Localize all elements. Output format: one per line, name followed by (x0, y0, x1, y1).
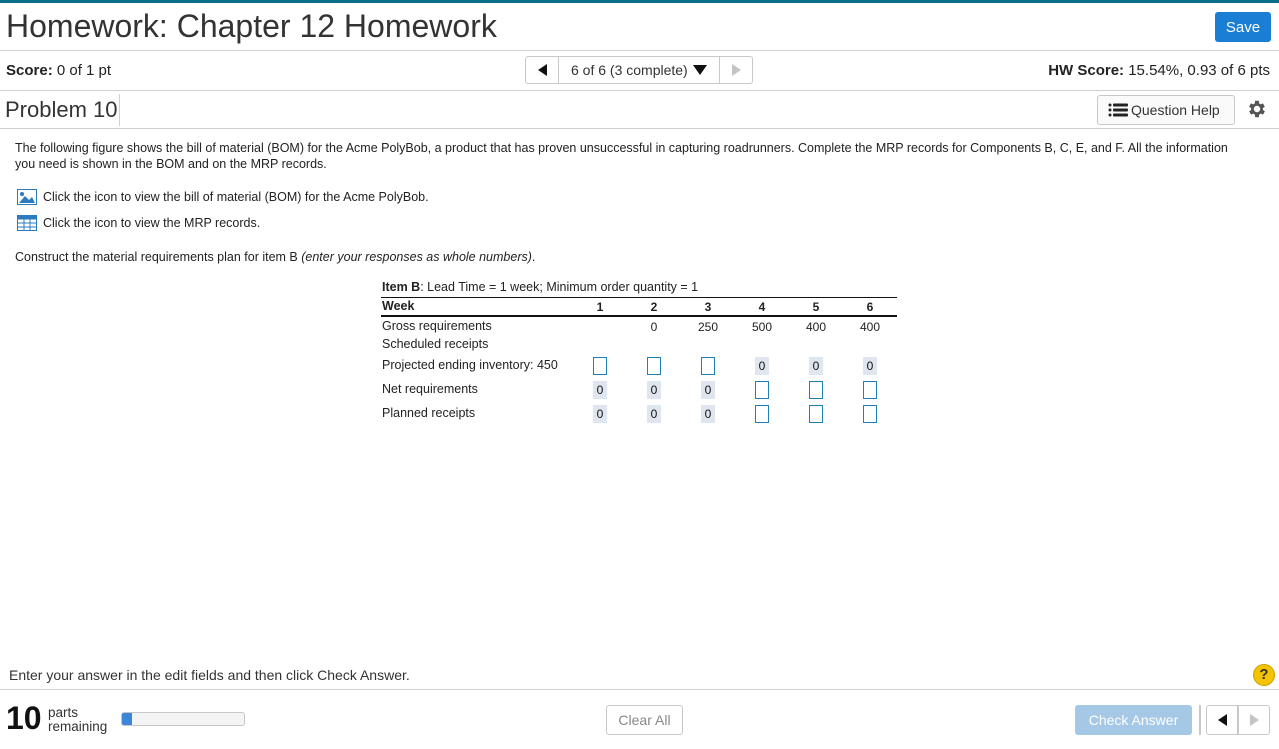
score-value: 0 of 1 pt (56, 62, 112, 79)
bottom-question-navigator (1206, 705, 1270, 735)
construct-text: Construct the material requirements plan for item B (15, 250, 302, 264)
net-week-6-input[interactable] (863, 381, 877, 399)
caret-down-icon (693, 65, 707, 75)
question-select-value: 6 of 6 (3 complete) (571, 62, 688, 78)
parts-label-line1: parts (48, 705, 79, 720)
week-header-4: 4 (758, 300, 766, 314)
week-header-5: 5 (812, 300, 820, 314)
divider (119, 94, 120, 126)
check-answer-button[interactable]: Check Answer (1075, 705, 1192, 735)
image-icon (17, 189, 37, 205)
mrp-item-title (382, 280, 698, 294)
question-select[interactable] (559, 56, 719, 84)
gear-icon (1246, 98, 1268, 120)
question-help-label: Question Help (1131, 102, 1220, 118)
divider (0, 128, 1279, 129)
arrow-left-icon (538, 64, 547, 76)
gross-week-5: 400 (805, 320, 827, 334)
net-week-2: 0 (647, 381, 661, 399)
planned-week-1: 0 (593, 405, 607, 423)
progress-fill (122, 713, 132, 725)
construct-end: . (531, 250, 536, 264)
bom-link[interactable] (17, 189, 429, 205)
projected-week-4: 0 (755, 357, 769, 375)
net-week-4-input[interactable] (755, 381, 769, 399)
divider (1199, 705, 1201, 735)
bottom-next-button[interactable] (1238, 705, 1270, 735)
arrow-left-icon (1218, 714, 1227, 726)
planned-week-4-input[interactable] (755, 405, 769, 423)
net-week-1: 0 (593, 381, 607, 399)
net-week-3: 0 (701, 381, 715, 399)
parts-remaining-count: 10 (6, 700, 42, 736)
projected-week-5: 0 (809, 357, 823, 375)
gross-week-3: 250 (697, 320, 719, 334)
next-question-button[interactable] (719, 56, 753, 84)
help-icon[interactable]: ? (1253, 664, 1275, 686)
construct-italic: (enter your responses as whole numbers) (301, 250, 532, 264)
mrp-item-label: Item B (382, 280, 421, 294)
divider (0, 90, 1279, 91)
score (6, 62, 111, 79)
mrp-link-text: Click the icon to view the MRP records. (43, 216, 261, 230)
clear-all-button[interactable]: Clear All (606, 705, 683, 735)
score-label: Score: (6, 62, 53, 79)
net-requirements-label: Net requirements (382, 382, 478, 396)
answer-instruction: Enter your answer in the edit fields and then click Check Answer. (9, 667, 410, 683)
divider (0, 689, 1279, 690)
projected-week-1-input[interactable] (593, 357, 607, 375)
week-header-2: 2 (650, 300, 658, 314)
parts-label-line2: remaining (48, 719, 108, 734)
hw-score (1048, 62, 1270, 79)
parts-progress-bar (121, 712, 245, 726)
scheduled-receipts-label: Scheduled receipts (382, 337, 489, 351)
projected-week-3-input[interactable] (701, 357, 715, 375)
parts-remaining-label (48, 706, 107, 734)
gross-week-4: 500 (751, 320, 773, 334)
settings-gear-button[interactable] (1246, 98, 1268, 125)
hw-score-value: 15.54%, 0.93 of 6 pts (1128, 62, 1270, 79)
gross-week-2: 0 (650, 320, 658, 334)
table-rule (381, 297, 897, 298)
projected-inventory-label: Projected ending inventory: 450 (382, 358, 558, 372)
week-header-6: 6 (866, 300, 874, 314)
top-accent-line (0, 0, 1279, 3)
net-week-5-input[interactable] (809, 381, 823, 399)
gross-requirements-label: Gross requirements (382, 319, 492, 333)
gross-week-6: 400 (859, 320, 881, 334)
week-header-label: Week (382, 299, 415, 313)
week-header-1: 1 (596, 300, 604, 314)
mrp-item-info: : Lead Time = 1 week; Minimum order quantity = 1 (420, 280, 699, 294)
question-text: The following figure shows the bill of material (BOM) for the Acme PolyBob, a product that has proven unsuccessful in capturing roadrunners. Complete the MRP records for Components B, C, E, and F. All the information you need is shown in the BOM and on the MRP records. (15, 141, 1228, 171)
question-help-button[interactable] (1097, 95, 1235, 125)
mrp-link[interactable] (17, 215, 260, 231)
bom-link-text: Click the icon to view the bill of material (BOM) for the Acme PolyBob. (43, 190, 429, 204)
bottom-previous-button[interactable] (1206, 705, 1238, 735)
planned-receipts-label: Planned receipts (382, 406, 476, 420)
hw-score-label: HW Score: (1048, 62, 1125, 79)
list-icon (1108, 103, 1128, 117)
question-navigator (525, 56, 753, 84)
table-rule (381, 315, 897, 317)
week-header-3: 3 (704, 300, 712, 314)
save-button[interactable]: Save (1215, 12, 1271, 42)
construct-instruction (15, 250, 535, 264)
previous-question-button[interactable] (525, 56, 559, 84)
arrow-right-icon (1250, 714, 1259, 726)
projected-week-2-input[interactable] (647, 357, 661, 375)
divider (0, 50, 1279, 51)
planned-week-2: 0 (647, 405, 661, 423)
projected-week-6: 0 (863, 357, 877, 375)
arrow-right-icon (732, 64, 741, 76)
table-icon (17, 215, 37, 231)
planned-week-6-input[interactable] (863, 405, 877, 423)
planned-week-5-input[interactable] (809, 405, 823, 423)
page-title: Homework: Chapter 12 Homework (6, 8, 497, 44)
problem-title: Problem 10 (5, 97, 118, 122)
planned-week-3: 0 (701, 405, 715, 423)
